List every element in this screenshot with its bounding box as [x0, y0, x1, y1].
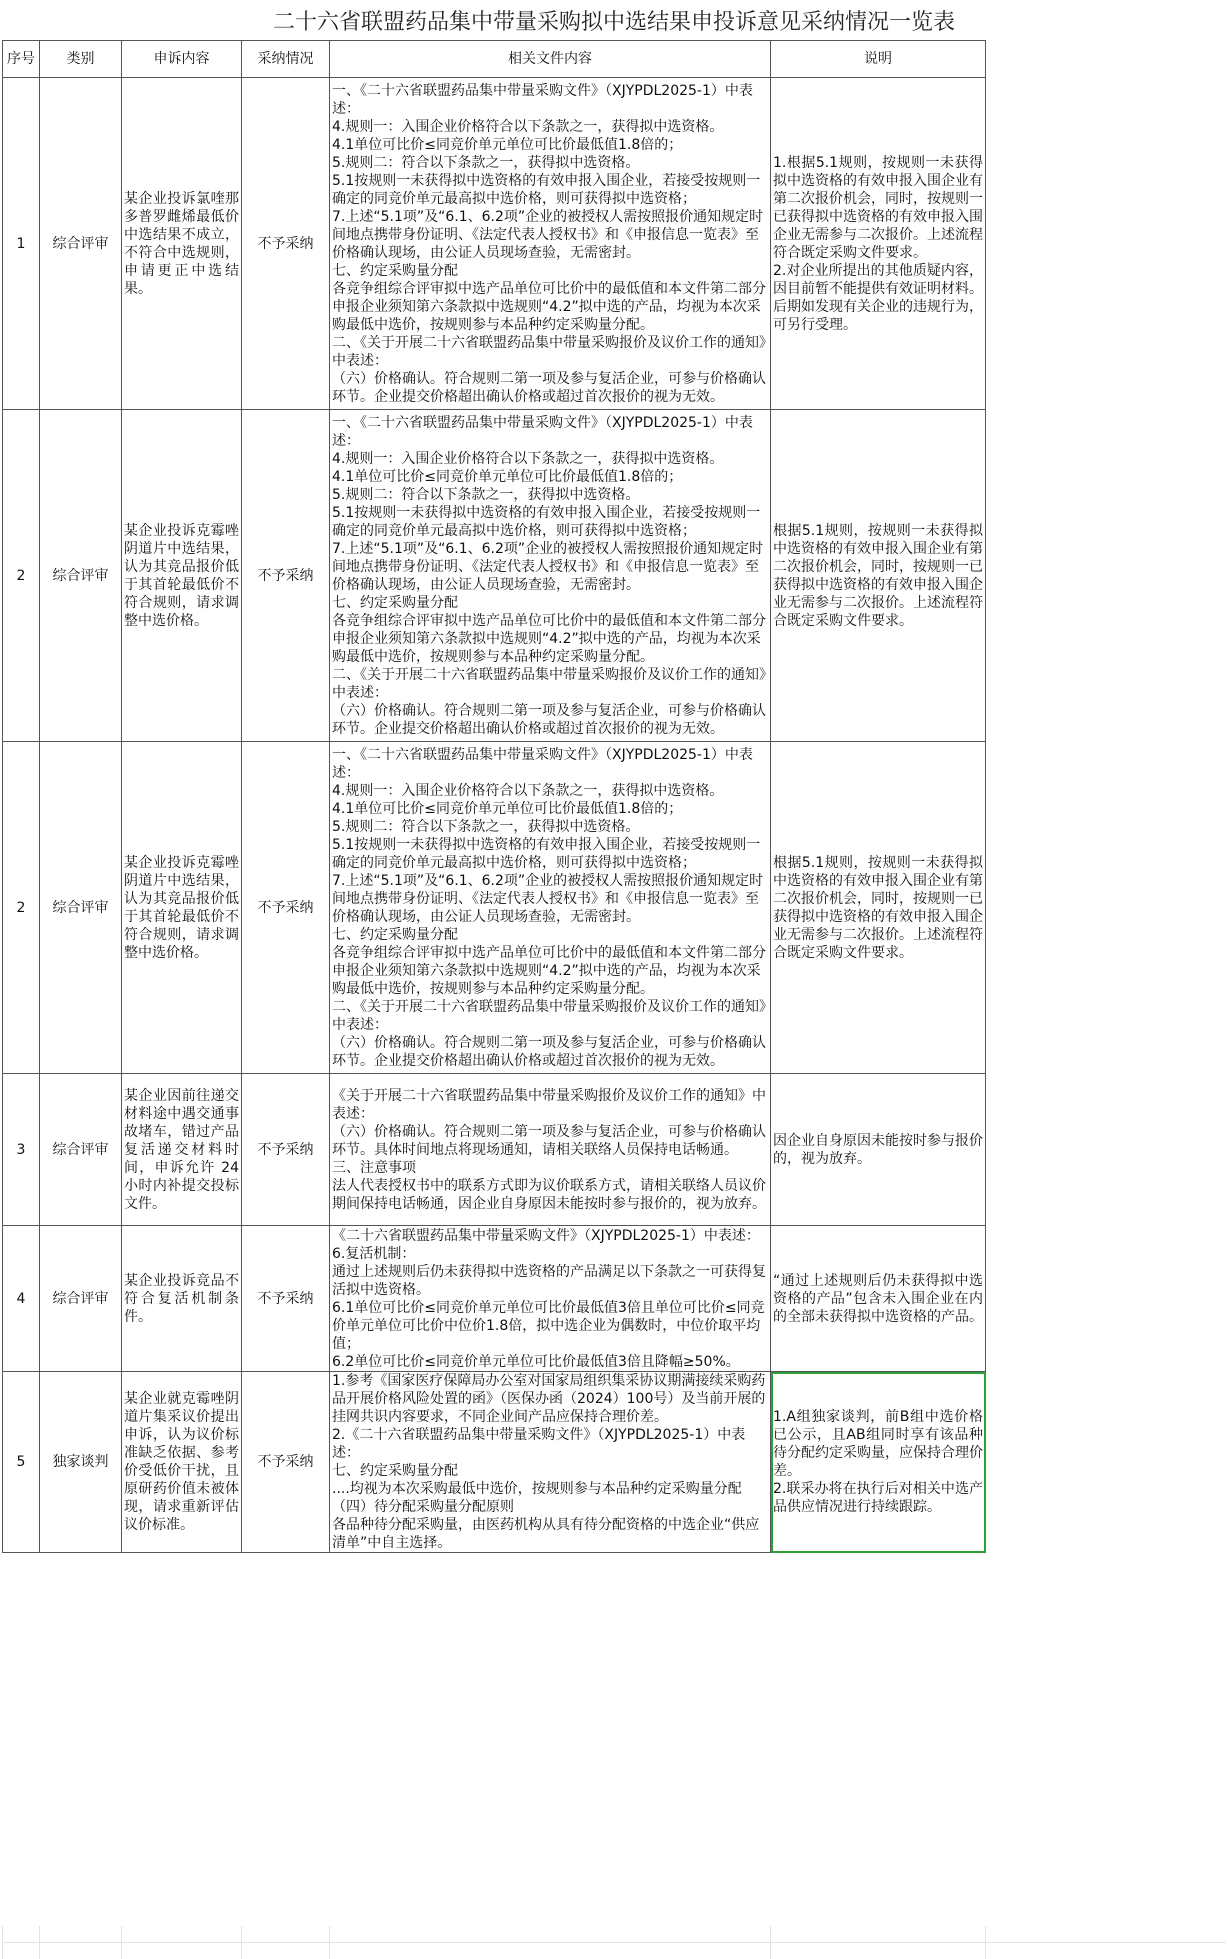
cell-seq: 1 — [3, 78, 40, 410]
doc-line: 4.1单位可比价≤同竞价单元单位可比价最低值1.8倍的； — [332, 468, 683, 485]
doc-line: 4.1单位可比价≤同竞价单元单位可比价最低值1.8倍的； — [332, 136, 683, 153]
cell-category: 综合评审 — [40, 78, 122, 410]
doc-line: 4.规则一：入围企业价格符合以下条款之一，获得拟中选资格。 — [332, 782, 724, 799]
doc-line: 7.上述“5.1项”及“6.1、6.2项”企业的被授权人需按照报价通知规定时间地点携带身份证明、《法定代表人授权书》和《申报信息一览表》至价格确认现场，由公证人员现场查验，无需密封。 — [332, 872, 764, 925]
cell-note: 根据5.1规则，按规则一未获得拟中选资格的有效申报入围企业有第二次报价机会，同时，按规则一已获得拟中选资格的有效申报入围企业无需参与二次报价。上述流程符合既定采购文件要求。 — [771, 742, 986, 1074]
doc-line: 七、约定采购量分配 — [332, 926, 458, 943]
cell-note: “通过上述规则后仍未获得拟中选资格的产品”包含未入围企业在内的全部未获得拟中选资格的产品。 — [771, 1226, 986, 1372]
cell-seq: 2 — [3, 742, 40, 1074]
doc-line: 二、《关于开展二十六省联盟药品集中带量采购报价及议价工作的通知》中表述： — [332, 998, 766, 1033]
doc-line: （六）价格确认。符合规则二第一项及参与复活企业，可参与价格确认环节。企业提交价格超出确认价格或超过首次报价的视为无效。 — [332, 1034, 766, 1069]
doc-line: 2.《二十六省联盟药品集中带量采购文件》（XJYPDL2025-1）中表述： — [332, 1427, 746, 1461]
doc-line: 通过上述规则后仍未获得拟中选资格的产品满足以下条款之一可获得复活拟中选资格。 — [332, 1263, 766, 1298]
doc-line: ....均视为本次采购最低中选价，按规则参与本品种约定采购量分配 — [332, 1481, 742, 1497]
doc-line: 4.规则一：入围企业价格符合以下条款之一，获得拟中选资格。 — [332, 118, 724, 135]
doc-line: 各品种待分配采购量，由医药机构从具有待分配资格的中选企业“供应清单”中自主选择。 — [332, 1517, 760, 1551]
cell-complaint: 某企业投诉竞品不符合复活机制条件。 — [122, 1226, 242, 1372]
cell-complaint: 某企业就克霉唑阴道片集采议价提出申诉，认为议价标准缺乏依据、参考价受低价干扰，且原研药价值未被体现，请求重新评估议价标准。 — [122, 1372, 242, 1553]
doc-line: 三、注意事项 — [332, 1159, 416, 1176]
doc-line: 一、《二十六省联盟药品集中带量采购文件》（XJYPDL2025-1）中表述： — [332, 82, 753, 117]
cell-docs — [330, 78, 771, 410]
cell-adoption: 不予采纳 — [242, 1226, 330, 1372]
cell-category: 综合评审 — [40, 410, 122, 742]
table-row — [3, 742, 986, 1074]
doc-line: 一、《二十六省联盟药品集中带量采购文件》（XJYPDL2025-1）中表述： — [332, 414, 753, 449]
cell-category: 独家谈判 — [40, 1372, 122, 1553]
doc-line: 5.规则二：符合以下条款之一，获得拟中选资格。 — [332, 818, 640, 835]
header-row — [3, 41, 986, 78]
empty-grid-area — [2, 1926, 1226, 1959]
doc-line: 法人代表授权书中的联系方式即为议价联系方式，请相关联络人员议价期间保持电话畅通，因企业自身原因未能按时参与报价的，视为放弃。 — [332, 1177, 766, 1212]
doc-line: 5.1按规则一未获得拟中选资格的有效申报入围企业，若接受按规则一确定的同竞价单元最高拟中选价格，则可获得拟中选资格； — [332, 836, 761, 871]
doc-line: 《关于开展二十六省联盟药品集中带量采购报价及议价工作的通知》中表述： — [332, 1087, 766, 1122]
cell-complaint: 某企业投诉克霉唑阴道片中选结果，认为其竞品报价低于其首轮最低价不符合规则，请求调整中选价格。 — [122, 410, 242, 742]
doc-line: 4.1单位可比价≤同竞价单元单位可比价最低值1.8倍的； — [332, 800, 683, 817]
doc-line: （六）价格确认。符合规则二第一项及参与复活企业，可参与价格确认环节。具体时间地点将现场通知，请相关联络人员保持电话畅通。 — [332, 1123, 766, 1158]
header-complaint: 申诉内容 — [122, 41, 242, 78]
doc-line: 5.1按规则一未获得拟中选资格的有效申报入围企业，若接受按规则一确定的同竞价单元最高拟中选价格，则可获得拟中选资格； — [332, 504, 761, 539]
cell-adoption: 不予采纳 — [242, 1372, 330, 1553]
cell-note: 根据5.1规则，按规则一未获得拟中选资格的有效申报入围企业有第二次报价机会，同时，按规则一已获得拟中选资格的有效申报入围企业无需参与二次报价。上述流程符合既定采购文件要求。 — [771, 410, 986, 742]
table-row — [3, 1226, 986, 1372]
cell-docs — [330, 742, 771, 1074]
doc-line: 二、《关于开展二十六省联盟药品集中带量采购报价及议价工作的通知》中表述： — [332, 334, 766, 369]
doc-line: 各竞争组综合评审拟中选产品单位可比价中的最低值和本文件第二部分申报企业须知第六条款拟中选规则“4.2”拟中选的产品，均视为本次采购最低中选价，按规则参与本品种约定采购量分配。 — [332, 280, 766, 333]
cell-adoption: 不予采纳 — [242, 78, 330, 410]
page-title: 二十六省联盟药品集中带量采购拟中选结果申投诉意见采纳情况一览表 — [272, 9, 955, 35]
cell-note: 1.根据5.1规则，按规则一未获得拟中选资格的有效申报入围企业有第二次报价机会，同时，按规则一已获得拟中选资格的有效申报入围企业无需参与二次报价。上述流程符合既定采购文件要求。 2.对企业所提出的其他质疑内容，因目前暂不能提供有效证明材料。后期如发现有关企业的违规行为，可另行受理。 — [771, 78, 986, 410]
cell-docs — [330, 1074, 771, 1226]
doc-line: 二、《关于开展二十六省联盟药品集中带量采购报价及议价工作的通知》中表述： — [332, 666, 766, 701]
doc-line: （四）待分配采购量分配原则 — [332, 1499, 514, 1515]
doc-line: 5.1按规则一未获得拟中选资格的有效申报入围企业，若接受按规则一确定的同竞价单元最高拟中选价格，则可获得拟中选资格； — [332, 172, 761, 207]
cell-adoption: 不予采纳 — [242, 410, 330, 742]
table-row — [3, 78, 986, 410]
cell-docs — [330, 1372, 771, 1553]
cell-docs — [330, 1226, 771, 1372]
doc-line: 一、《二十六省联盟药品集中带量采购文件》（XJYPDL2025-1）中表述： — [332, 746, 753, 781]
cell-docs — [330, 410, 771, 742]
doc-line: 7.上述“5.1项”及“6.1、6.2项”企业的被授权人需按照报价通知规定时间地点携带身份证明、《法定代表人授权书》和《申报信息一览表》至价格确认现场，由公证人员现场查验，无需密封。 — [332, 540, 764, 593]
doc-line: 6.2单位可比价≤同竞价单元单位可比价最低值3倍且降幅≥50%。 — [332, 1353, 740, 1370]
doc-line: 5.规则二：符合以下条款之一，获得拟中选资格。 — [332, 486, 640, 503]
doc-line: 《二十六省联盟药品集中带量采购文件》（XJYPDL2025-1）中表述： — [332, 1227, 760, 1244]
cell-complaint: 某企业投诉克霉唑阴道片中选结果，认为其竞品报价低于其首轮最低价不符合规则，请求调整中选价格。 — [122, 742, 242, 1074]
doc-line: 1.参考《国家医疗保障局办公室对国家局组织集采协议期满接续采购药品开展价格风险处置的函》（医保办函（2024）100号）及当前开展的挂网共识内容要求，不同企业间产品应保持合理价差。 — [332, 1373, 766, 1425]
header-category: 类别 — [40, 41, 122, 78]
doc-line: 7.上述“5.1项”及“6.1、6.2项”企业的被授权人需按照报价通知规定时间地点携带身份证明、《法定代表人授权书》和《申报信息一览表》至价格确认现场，由公证人员现场查验，无需密封。 — [332, 208, 764, 261]
doc-line: 各竞争组综合评审拟中选产品单位可比价中的最低值和本文件第二部分申报企业须知第六条款拟中选规则“4.2”拟中选的产品，均视为本次采购最低中选价，按规则参与本品种约定采购量分配。 — [332, 944, 766, 997]
complaint-table — [2, 40, 986, 1553]
doc-line: 4.规则一：入围企业价格符合以下条款之一，获得拟中选资格。 — [332, 450, 724, 467]
cell-note-selected[interactable]: 1.A组独家谈判，前B组中选价格已公示，且AB组同时享有该品种待分配约定采购量，应保持合理价差。 2.联采办将在执行后对相关中选产品供应情况进行持续跟踪。 — [771, 1372, 986, 1553]
table-row — [3, 1372, 986, 1553]
cell-seq: 3 — [3, 1074, 40, 1226]
header-seq: 序号 — [3, 41, 40, 78]
cell-note: 因企业自身原因未能按时参与报价的，视为放弃。 — [771, 1074, 986, 1226]
cell-category: 综合评审 — [40, 742, 122, 1074]
cell-seq: 4 — [3, 1226, 40, 1372]
doc-line: 6.复活机制： — [332, 1245, 416, 1262]
doc-line: 七、约定采购量分配 — [332, 594, 458, 611]
cell-adoption: 不予采纳 — [242, 742, 330, 1074]
cell-adoption: 不予采纳 — [242, 1074, 330, 1226]
cell-category: 综合评审 — [40, 1226, 122, 1372]
doc-line: 5.规则二：符合以下条款之一，获得拟中选资格。 — [332, 154, 640, 171]
table-row — [3, 1074, 986, 1226]
header-adoption: 采纳情况 — [242, 41, 330, 78]
doc-line: 6.1单位可比价≤同竞价单元单位可比价最低值3倍且单位可比价≤同竞价单元单位可比价中位价1.8倍，拟中选企业为偶数时，中位价取平均值； — [332, 1299, 765, 1352]
doc-line: （六）价格确认。符合规则二第一项及参与复活企业，可参与价格确认环节。企业提交价格超出确认价格或超过首次报价的视为无效。 — [332, 702, 766, 737]
doc-line: 七、约定采购量分配 — [332, 262, 458, 279]
cell-complaint: 某企业投诉氯喹那多普罗雌烯最低价中选结果不成立，不符合中选规则，申请更正中选结果。 — [122, 78, 242, 410]
cell-category: 综合评审 — [40, 1074, 122, 1226]
doc-line: 七、约定采购量分配 — [332, 1463, 458, 1479]
doc-line: （六）价格确认。符合规则二第一项及参与复活企业，可参与价格确认环节。企业提交价格超出确认价格或超过首次报价的视为无效。 — [332, 370, 766, 405]
header-note: 说明 — [771, 41, 986, 78]
cell-complaint: 某企业因前往递交材料途中遇交通事故堵车，错过产品复活递交材料时间，申诉允许 24 小时内补提交投标文件。 — [122, 1074, 242, 1226]
header-docs: 相关文件内容 — [330, 41, 771, 78]
table-row — [3, 410, 986, 742]
cell-seq: 2 — [3, 410, 40, 742]
cell-seq: 5 — [3, 1372, 40, 1553]
doc-line: 各竞争组综合评审拟中选产品单位可比价中的最低值和本文件第二部分申报企业须知第六条款拟中选规则“4.2”拟中选的产品，均视为本次采购最低中选价，按规则参与本品种约定采购量分配。 — [332, 612, 766, 665]
